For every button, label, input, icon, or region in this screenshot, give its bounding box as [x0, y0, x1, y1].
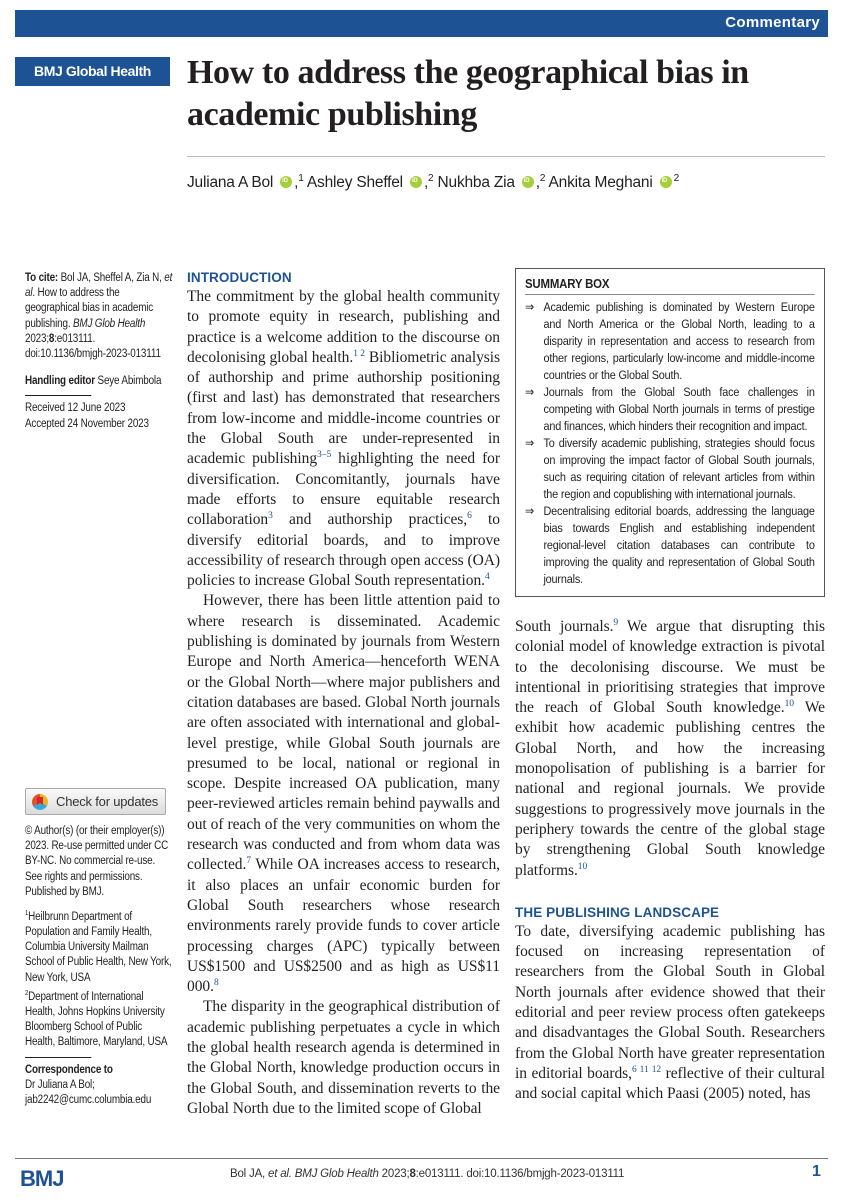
arrow-icon: ⇒ — [525, 436, 534, 450]
arrow-icon: ⇒ — [525, 300, 534, 314]
text-run: We argue that disrupting this colonial model of knowledge extraction is pivotal to the decolonising discourse. We must be intentional in prioritising strategies that improve the reach of Global South knowledge. — [515, 618, 825, 717]
text-run: to diversify editorial boards, and to improve accessibility of research through open access (OA) policies to increase Global South representation. — [187, 511, 500, 590]
text-run: The disparity in the geographical distribution of academic publishing perpetuates a cycle in which the global health research agenda is determined in the Global North, knowledge production occurs in the Global South, and dissemination reverts to the Global North due to the limited scope of Global — [187, 998, 500, 1117]
footer-divider — [15, 1158, 828, 1159]
correspondence-name: Dr Juliana A Bol; — [25, 1078, 95, 1091]
reference-link[interactable]: 4 — [485, 572, 490, 582]
text-run: South journals. — [515, 618, 614, 635]
page-number: 1 — [812, 1163, 821, 1180]
correspondence-email[interactable]: jab2242@cumc.columbia.edu — [25, 1093, 152, 1106]
author-affiliation: 1 — [298, 173, 304, 184]
author-affiliation: 2 — [428, 173, 434, 184]
section-label: Commentary — [725, 14, 820, 31]
paragraph — [515, 922, 825, 1105]
paragraph — [187, 591, 500, 997]
article-header — [187, 52, 827, 192]
reference-link[interactable]: 10 — [784, 699, 794, 710]
author-affiliation: 2 — [673, 173, 679, 184]
body-column-1 — [187, 270, 500, 1119]
text-run: However, there has been little attention paid to where research is disseminated. Academic publishing is dominated by journals from Western Europe and North America—henceforth WENA or the Global North—where major publishers and citation databases are based. Global North journals are often associated with international and global-level prestige, while Global South journals are presumed to be local, national or regional in scope. Despite increased OA publication, many peer-reviewed articles remain behind paywalls and out of reach of the very communities on whom the research was conducted and from whom data was collected. — [187, 592, 500, 874]
text-run: and authorship practices, — [272, 511, 468, 529]
summary-item: ⇒ To diversify academic publishing, strategies should focus on improving the impact factor of Global South journals, such as requiring citation of relevant articles from within the region and copublishing with international journals. — [525, 436, 815, 501]
reference-link[interactable]: 10 — [577, 861, 588, 872]
text-run: To date, diversifying academic publishing has focused on increasing representation of researchers from the Global South in Global North journals after evidence showed that their editorial and peer review process often gatekeeps and disadvantages the Global South. Researchers from the Global North have greater representation in editorial boards, — [515, 922, 825, 1082]
orcid-icon[interactable] — [410, 176, 422, 188]
summary-box-title: SUMMARY BOX — [525, 276, 815, 295]
crossmark-icon — [32, 794, 48, 810]
reference-link[interactable]: 9 — [613, 617, 619, 628]
citation-sidebar — [25, 271, 173, 432]
affiliation-2: $^2$Department of International Health, Johns Hopkins University Bloomberg School of Public Health, Baltimore, Maryland, USA — [25, 989, 168, 1049]
handling-editor: Handling editor Seye Abimbola — [25, 375, 162, 388]
body-column-2 — [515, 617, 825, 1105]
article-info-sidebar — [25, 824, 173, 1108]
orcid-icon[interactable] — [280, 176, 292, 188]
orcid-icon[interactable] — [522, 176, 534, 188]
author-name[interactable]: Nukhba Zia — [437, 174, 515, 192]
divider — [25, 395, 91, 396]
summary-box — [515, 268, 825, 597]
author-name[interactable]: Ankita Meghani — [548, 174, 653, 192]
check-for-updates-button[interactable]: Check for updates — [25, 788, 166, 815]
reference-link[interactable]: 3–5 — [317, 450, 332, 461]
section-heading: THE PUBLISHING LANDSCAPE — [515, 904, 720, 920]
reference-link[interactable]: 6 11 12 — [631, 1064, 662, 1075]
author-list: Juliana A BoliD ,$^1$ Ashley SheffeliD ,$^2$ Nukhba ZiaiD ,$^2$ Ankita MeghaniiD $^2$ — [187, 173, 827, 192]
paragraph — [515, 617, 825, 881]
summary-item: ⇒ Journals from the Global South face challenges in competing with Global North journals in terms of prestige and finances, which hinders their recognition and impact. — [525, 385, 815, 433]
accepted-date: Accepted 24 November 2023 — [25, 417, 149, 430]
article-title: How to address the geographical bias in academic publishing — [187, 54, 749, 133]
section-heading: INTRODUCTION — [187, 270, 292, 285]
arrow-icon: ⇒ — [525, 385, 534, 399]
author-name[interactable]: Juliana A Bol — [187, 174, 274, 192]
text-run: Bibliometric analysis of authorship and prime authorship positioning (first and last) has demonstrated that researchers from low-income and middle-income countries or the Global South are under-represented in academic publishing — [187, 348, 501, 468]
affiliation-1: $^1$Heilbrunn Department of Population and Family Health, Columbia University Mailman School of Public Health, New York, New York, USA — [25, 910, 172, 984]
reference-link[interactable]: 1 2 — [353, 348, 365, 359]
author-affiliation: 2 — [539, 173, 546, 184]
section-banner — [15, 10, 828, 37]
orcid-icon[interactable] — [660, 176, 672, 188]
reference-link[interactable]: 7 — [246, 856, 252, 867]
right-column — [515, 268, 825, 1105]
author-name[interactable]: Ashley Sheffel — [306, 174, 403, 192]
copyright: © Author(s) (or their employer(s)) 2023. Re-use permitted under CC BY-NC. No commercial re-use. See rights and permissions. Published by BMJ. — [25, 825, 169, 898]
correspondence-label: Correspondence to — [25, 1063, 113, 1076]
text-run: reflective of their cultural and social capital which Paasi (2005) noted, has — [515, 1064, 825, 1103]
paragraph — [187, 287, 500, 591]
reference-link[interactable]: 6 — [467, 511, 472, 522]
reference-link[interactable]: 3 — [268, 511, 273, 522]
reference-link[interactable]: 8 — [213, 977, 219, 988]
bmj-logo: BMJ — [20, 1166, 64, 1191]
title-divider — [187, 156, 825, 157]
paragraph — [187, 997, 500, 1119]
summary-item: ⇒ Academic publishing is dominated by Western Europe and North America or the Global North, leading to a disparity in representation and access to research from other regions, particularly low-income and middle-income countries or the Global South. — [525, 300, 815, 382]
footer-citation: Bol JA, et al. BMJ Glob Health 2023;8:e013111. doi:10.1136/bmjgh-2023-013111 — [230, 1168, 625, 1180]
text-run: While OA increases access to research, it also places an unfair economic burden for Global South researchers whose research environments rarely provide funds to cover article processing charges (APC) typically between US$1500 and US$2500 and as high as US$11 000. — [187, 856, 500, 996]
to-cite: To cite: Bol JA, Sheffel A, Zia N, et al. How to address the geographical bias in academic publishing. BMJ Glob Health 2023;8:e013111. doi:10.1136/bmjgh-2023-013111 — [25, 272, 173, 361]
text-run: The commitment by the global health community to promote equity in research, publishing and practice is a welcome addition to the discourse on decolonising global health. — [187, 288, 500, 366]
received-date: Received 12 June 2023 — [25, 402, 126, 415]
text-run: highlighting the need for diversification. Concomitantly, journals have made efforts to ensure equitable research collaboration — [187, 450, 500, 529]
divider — [25, 1057, 91, 1058]
arrow-icon: ⇒ — [525, 504, 534, 518]
text-run: We exhibit how academic publishing centres the Global North, and how the increasing monopolisation of publishing is a barrier for national and regional journals. We provide suggestions to progressively move journals in the periphery towards the centre of the global stage by strengthening Global South knowledge platforms. — [515, 699, 825, 879]
journal-logo: BMJ Global Health — [15, 57, 170, 86]
summary-item: ⇒ Decentralising editorial boards, addressing the language bias towards English and establishing independent regional-level citation databases can contribute to improving the quality and representation of Global South journals. — [525, 504, 815, 586]
